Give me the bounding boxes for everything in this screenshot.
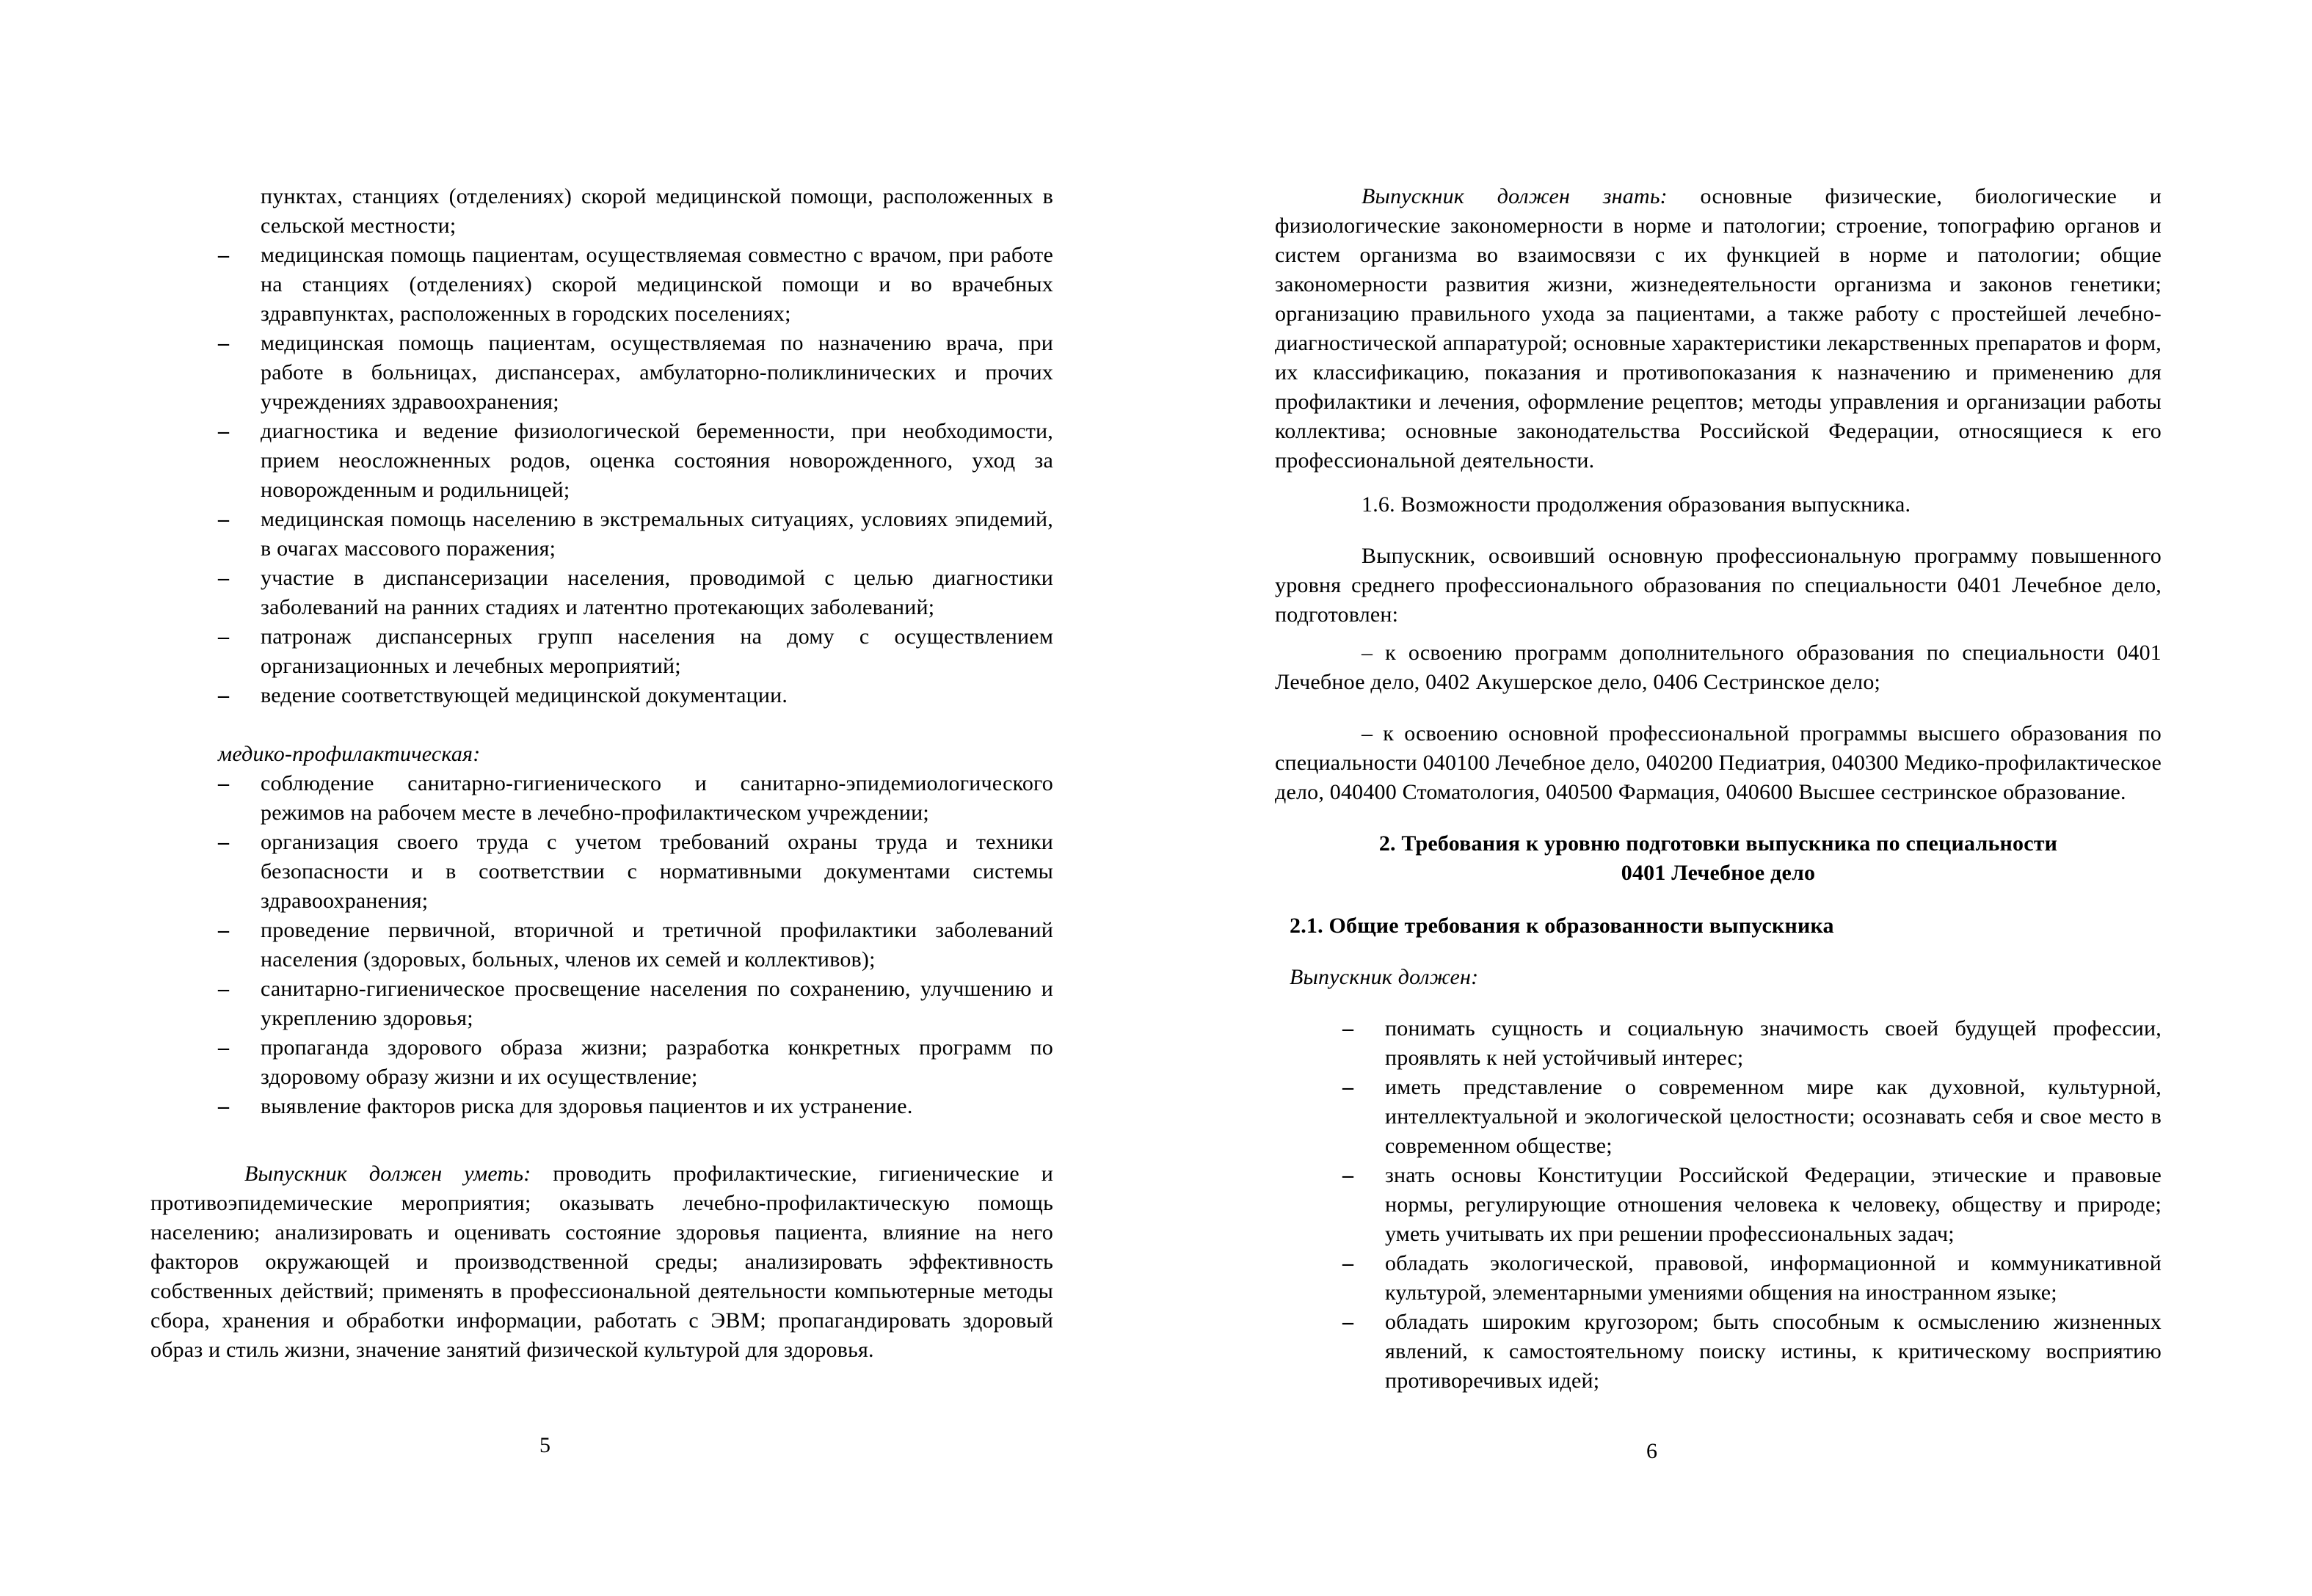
heading-2-line2: 0401 Лечебное дело (1621, 861, 1816, 885)
paragraph-text-must-know: основные физические, биологические и физиологические закономерности в норме и патологии; строение, топографию органов и систем организма во взаимосвязи с их функцией в норме и патологии; общие закономерности развития жизни, жизнедеятельности организма и законов генетики; организацию правильного ухода за пациентами, а также работу с простейшей лечебно-диагностической аппаратурой; основные характеристики лекарственных препаратов и форм, их классификацию, показания и противопоказания к назначению и применению для профилактики и лечения, оформление рецептов; методы управления и организации работы коллектива; основные законодательства Российской Федерации, относящиеся к его профессиональной деятельности. (1275, 184, 2162, 473)
lead-graduate-must: Выпускник должен: (1290, 965, 1479, 989)
page-6 (1275, 182, 2162, 1396)
list-item (150, 182, 1053, 241)
page-number-6: 6 (1646, 1439, 1657, 1463)
list-marker: – (218, 507, 230, 531)
paragraph-lead-must-be-able: Выпускник должен уметь: (244, 1162, 531, 1186)
list-marker: – (1342, 1163, 1354, 1187)
paragraph-text-must-be-able: проводить профилактические, гигиенические и противоэпидемические мероприятия; оказывать лечебно-профилактическую помощь населению; анализировать и оценивать состояние здоровья пациента, влияние на него факторов окружающей и производственной среды; анализировать эффективность собственных действий; применять в профессиональной деятельности компьютерные методы сбора, хранения и обработки информации, работать с ЭВМ; пропагандировать здоровый образ и стиль жизни, значение занятий физической культурой для здоровья. (150, 1162, 1053, 1362)
list-item-text: обладать экологической, правовой, информационной и коммуникативной культурой, элементарными умениями общения на иностранном языке; (1385, 1251, 2162, 1305)
list-item-text: диагностика и ведение физиологической беременности, при необходимости, прием неосложненных родов, оценка состояния новорожденного, уход за новорожденным и родильницей; (261, 419, 1053, 502)
list-marker: – (218, 683, 230, 707)
list-marker: – (218, 1094, 230, 1118)
list-marker: – (1342, 1251, 1354, 1275)
list-marker: – (1342, 1310, 1354, 1334)
list-marker: – (218, 1035, 230, 1060)
page-number-5: 5 (539, 1433, 550, 1457)
list-item-text: иметь представление о современном мире как духовной, культурной, интеллектуальной и экологической целостности; осознавать себя и свое место в современном обществе; (1385, 1075, 2162, 1158)
heading-1-6: 1.6. Возможности продолжения образования выпускника. (1362, 492, 1911, 517)
list-marker: – (218, 977, 230, 1001)
list-marker: – (218, 830, 230, 854)
list-item (150, 828, 1053, 916)
list-item (150, 1092, 1053, 1121)
list-item-text: ведение соответствующей медицинской документации. (261, 683, 788, 707)
list-item-text: патронаж диспансерных групп населения на дому с осуществлением организационных и лечебных мероприятий; (261, 624, 1053, 678)
list-item (150, 622, 1053, 681)
paragraph-must-be-able (150, 1159, 1053, 1365)
list-item (1275, 1308, 2162, 1396)
list-item-text: медицинская помощь пациентам, осуществляемая по назначению врача, при работе в больницах, диспансерах, амбулаторно-поликлинических и прочих учреждениях здравоохранения; (261, 331, 1053, 414)
paragraph-lead-must-know: Выпускник должен знать: (1362, 184, 1668, 208)
list-item (150, 417, 1053, 505)
list-item-text: участие в диспансеризации населения, проводимой с целью диагностики заболеваний на ранних стадиях и латентно протекающих заболеваний; (261, 566, 1053, 619)
list-item-text: выявление факторов риска для здоровья пациентов и их устранение. (261, 1094, 913, 1118)
heading-2-requirements (1275, 829, 2162, 888)
paragraph-must-know (1275, 182, 2162, 475)
list-marker: – (218, 243, 230, 267)
heading-2-line1: 2. Требования к уровню подготовки выпускника по специальности (1378, 831, 2058, 856)
heading-2-1-general-requirements: 2.1. Общие требования к образованности выпускника (1290, 914, 1834, 938)
list-item (1275, 1249, 2162, 1308)
list-item (150, 1033, 1053, 1092)
list-item (1275, 1073, 2162, 1161)
list-marker: – (218, 918, 230, 942)
list-item (150, 916, 1053, 974)
list-item (150, 564, 1053, 622)
list-marker: – (218, 566, 230, 590)
list-item-text: знать основы Конституции Российской Федерации, этические и правовые нормы, регулирующие отношения человека к человеку, обществу и природе; уметь учитывать их при решении профессиональных задач; (1385, 1163, 2162, 1246)
list-marker: – (1342, 1016, 1354, 1041)
list-item-text: понимать сущность и социальную значимость своей будущей профессии, проявлять к ней устойчивый интерес; (1385, 1016, 2162, 1070)
list-item-text: санитарно-гигиеническое просвещение населения по сохранению, улучшению и укреплению здоровья; (261, 977, 1053, 1030)
list-item-text: медицинская помощь населению в экстремальных ситуациях, условиях эпидемий, в очагах массового поражения; (261, 507, 1053, 561)
list-item-text: соблюдение санитарно-гигиенического и санитарно-эпидемиологического режимов на рабочем месте в лечебно-профилактическом учреждении; (261, 771, 1053, 825)
list-item-text: организация своего труда с учетом требований охраны труда и техники безопасности и в соответствии с нормативными документами системы здравоохранения; (261, 830, 1053, 913)
list-item (1275, 1014, 2162, 1073)
list-marker: – (1342, 1075, 1354, 1099)
section-heading-medical-preventive: медико-профилактическая: (218, 742, 481, 766)
list-item (150, 769, 1053, 828)
list-item (1275, 1161, 2162, 1249)
list-item-text: пропаганда здорового образа жизни; разработка конкретных программ по здоровому образу жизни и их осуществление; (261, 1035, 1053, 1089)
list-item (150, 241, 1053, 329)
list-marker: – (218, 331, 230, 355)
list-item (150, 505, 1053, 564)
list-marker: – (218, 771, 230, 795)
dash-paragraph-higher-education: – к освоению основной профессиональной программы высшего образования по специальности 040100 Лечебное дело, 040200 Педиатрия, 040300 Медико-профилактическое дело, 040400 Стоматология, 040500 Фармация, 040600 Высшее сестринское образование. (1275, 721, 2162, 804)
paragraph-graduate-prepared: Выпускник, освоивший основную профессиональную программу повышенного уровня среднего профессионального образования по специальности 0401 Лечебное дело, подготовлен: (1275, 544, 2162, 627)
list-marker: – (218, 419, 230, 443)
page-5 (150, 182, 1053, 1365)
list-item (150, 974, 1053, 1033)
list-item (150, 329, 1053, 417)
list-item (150, 681, 1053, 710)
list-item-text: обладать широким кругозором; быть способным к осмыслению жизненных явлений, к самостоятельному поиску истины, к критическому восприятию противоречивых идей; (1385, 1310, 2162, 1393)
list-marker: – (218, 624, 230, 649)
list-item-text: медицинская помощь пациентам, осуществляемая совместно с врачом, при работе на станциях (отделениях) скорой медицинской помощи и во врачебных здравпунктах, расположенных в городских поселениях; (261, 243, 1053, 326)
list-item-text: пунктах, станциях (отделениях) скорой медицинской помощи, расположенных в сельской местности; (261, 184, 1053, 238)
list-item-text: проведение первичной, вторичной и третичной профилактики заболеваний населения (здоровых, больных, членов их семей и коллективов); (261, 918, 1053, 972)
dash-paragraph-additional-education: – к освоению программ дополнительного образования по специальности 0401 Лечебное дело, 0402 Акушерское дело, 0406 Сестринское дело; (1275, 641, 2162, 694)
